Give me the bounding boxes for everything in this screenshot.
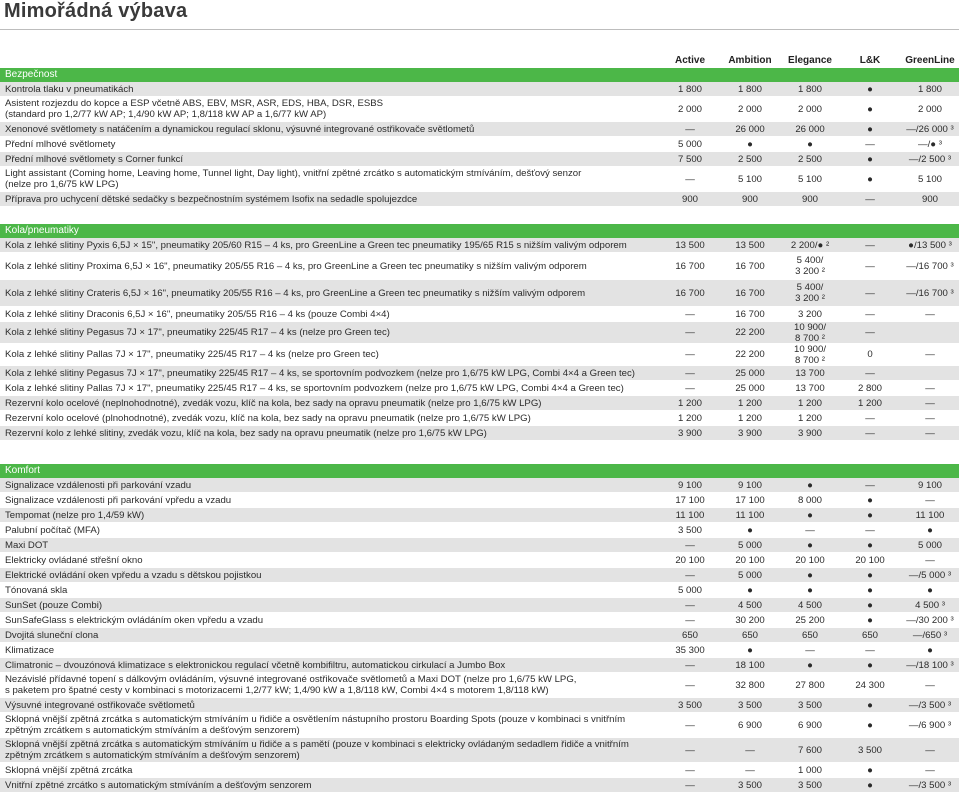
price-cell: 5 400/ 3 200 ² [795, 282, 825, 304]
price-cell: 2 000 [677, 103, 702, 115]
price-cell: —/3 500 ³ [908, 779, 952, 791]
price-cell: 5 400/ 3 200 ² [795, 255, 825, 277]
table-row [0, 307, 959, 322]
row-label: Kola z lehké slitiny Pyxis 6,5J × 15", pneumatiky 205/60 R15 – 4 ks, pro GreenLine a Green tec pneumatiky 195/65 R15 s nižším valivým odporem [5, 239, 627, 251]
price-cell: 3 900 [797, 427, 822, 439]
price-cell: 650 [681, 629, 698, 641]
price-cell: — [865, 193, 875, 205]
row-label: Přední mlhové světlomety [5, 138, 116, 150]
price-cell: 26 000 [795, 123, 825, 135]
price-cell: ● [807, 569, 813, 581]
column-header-lk: L&K [859, 55, 881, 66]
price-cell: 900 [681, 193, 698, 205]
price-cell: —/18 100 ³ [906, 659, 954, 671]
price-cell: 9 100 [737, 479, 762, 491]
price-cell: 2 000 [917, 103, 942, 115]
row-label: SunSet (pouze Combi) [5, 599, 103, 611]
row-label: Kola z lehké slitiny Pegasus 7J × 17", pneumatiky 225/45 R17 – 4 ks (nelze pro Green tec) [5, 327, 390, 338]
price-cell: 17 100 [735, 494, 765, 506]
row-label: Palubní počítač (MFA) [5, 524, 100, 536]
price-cell: 3 500 [797, 779, 822, 791]
price-cell: — [865, 524, 875, 536]
row-label: Climatronic – dvouzónová klimatizace s elektronickou regulací včetně kombifiltru, automatickou cirkulací a Jumbo Box [5, 659, 506, 671]
price-cell: — [925, 397, 935, 409]
price-cell: — [805, 524, 815, 536]
price-cell: 7 500 [677, 153, 702, 165]
price-cell: 9 100 [677, 479, 702, 491]
price-cell: 3 500 [737, 699, 762, 711]
price-cell: ● [867, 719, 873, 731]
price-cell: 13 500 [735, 239, 765, 251]
price-cell: 1 200 [677, 412, 702, 424]
price-cell: — [925, 494, 935, 506]
price-cell: —/● ³ [918, 138, 942, 150]
price-cell: 16 700 [735, 308, 765, 320]
price-cell: 650 [801, 629, 818, 641]
price-cell: 22 200 [735, 349, 765, 360]
price-cell: — [685, 719, 695, 731]
price-cell: ● [807, 479, 813, 491]
price-cell: 11 100 [675, 509, 705, 521]
table-row [0, 322, 959, 344]
price-cell: 4 500 [737, 599, 762, 611]
price-cell: 4 500 ³ [915, 599, 945, 611]
table-row [0, 598, 959, 613]
row-label: Výsuvné integrované ostřikovače světlometů [5, 699, 195, 711]
price-cell: ● [867, 614, 873, 626]
price-cell: 11 100 [735, 509, 765, 521]
table-row [0, 426, 959, 441]
price-cell: 5 000 [737, 539, 762, 551]
price-cell: — [865, 239, 875, 251]
table-row [0, 673, 959, 698]
price-cell: 5 100 [737, 173, 762, 185]
price-cell: 20 100 [735, 554, 765, 566]
table-row [0, 253, 959, 280]
price-cell: 5 100 [797, 173, 822, 185]
price-cell: —/5 000 ³ [908, 569, 952, 581]
price-cell: 2 000 [737, 103, 762, 115]
price-cell: — [865, 308, 875, 320]
table-row [0, 238, 959, 253]
table-row [0, 508, 959, 523]
price-cell: — [685, 382, 695, 394]
price-cell: ● [867, 779, 873, 791]
price-cell: ● [747, 584, 753, 596]
price-cell: 900 [801, 193, 818, 205]
price-cell: 2 800 [857, 382, 882, 394]
price-cell: 3 900 [737, 427, 762, 439]
table-row [0, 523, 959, 538]
price-cell: — [685, 123, 695, 135]
price-cell: 20 100 [855, 554, 885, 566]
table-row [0, 493, 959, 508]
column-header-active: Active [674, 55, 705, 66]
table-row [0, 280, 959, 307]
row-label: Elektrické ovládání oken vpředu a vzadu s dětskou pojistkou [5, 569, 262, 581]
price-cell: ● [867, 539, 873, 551]
price-cell: — [925, 349, 935, 360]
price-cell: 20 100 [675, 554, 705, 566]
price-cell: — [685, 744, 695, 756]
price-cell: ● [867, 153, 873, 165]
price-cell: — [685, 569, 695, 581]
price-cell: — [685, 327, 695, 338]
row-label: Xenonové světlomety s natáčením a dynamickou regulací sklonu, výsuvné integrované ostřikovače světlometů [5, 123, 475, 135]
price-cell: 1 200 [737, 397, 762, 409]
price-cell: 16 700 [675, 287, 705, 299]
row-label: Elektricky ovládané střešní okno [5, 554, 143, 566]
row-label: Maxi DOT [5, 539, 49, 551]
table-row [0, 366, 959, 381]
price-cell: —/16 700 ³ [906, 287, 954, 299]
price-cell: —/16 700 ³ [906, 260, 954, 272]
price-cell: ● [867, 123, 873, 135]
price-cell: 5 000 [677, 584, 702, 596]
price-cell: — [925, 744, 935, 756]
price-cell: ● [867, 83, 873, 95]
table-row [0, 152, 959, 167]
price-cell: 22 200 [735, 327, 765, 338]
price-cell: — [865, 644, 875, 656]
table-row [0, 738, 959, 763]
price-cell: 1 200 [737, 412, 762, 424]
section-0 [0, 68, 959, 207]
table-row [0, 192, 959, 207]
price-cell: — [925, 308, 935, 320]
row-label: Tónovaná skla [5, 584, 68, 596]
row-label: Kola z lehké slitiny Proxima 6,5J × 16", pneumatiky 205/55 R16 – 4 ks, pro GreenLine a Green tec pneumatiky s nižším valivým odporem [5, 260, 587, 272]
price-cell: 35 300 [675, 644, 705, 656]
table-row [0, 698, 959, 713]
price-cell: ● [867, 599, 873, 611]
price-cell: 9 100 [917, 479, 942, 491]
price-cell: — [925, 412, 935, 424]
price-cell: 25 200 [795, 614, 825, 626]
price-cell: — [865, 479, 875, 491]
price-cell: 13 500 [675, 239, 705, 251]
price-cell: 32 800 [735, 679, 765, 691]
table-row [0, 137, 959, 152]
price-cell: 26 000 [735, 123, 765, 135]
price-cell: 16 700 [735, 287, 765, 299]
price-cell: 3 900 [677, 427, 702, 439]
price-cell: 16 700 [735, 260, 765, 272]
price-cell: — [685, 173, 695, 185]
price-cell: ● [747, 644, 753, 656]
price-cell: —/3 500 ³ [908, 699, 952, 711]
price-cell: — [865, 427, 875, 439]
table-row [0, 411, 959, 426]
price-cell: 650 [861, 629, 878, 641]
price-cell: 6 900 [797, 719, 822, 731]
column-header-elegance: Elegance [788, 55, 832, 66]
row-label: Přední mlhové světlomety s Corner funkcí [5, 153, 184, 165]
price-cell: — [685, 614, 695, 626]
row-label: Kola z lehké slitiny Draconis 6,5J × 16", pneumatiky 205/55 R16 – 4 ks (pouze Combi 4×4) [5, 308, 390, 320]
price-cell: — [925, 679, 935, 691]
price-cell: 3 500 [797, 699, 822, 711]
price-cell [900, 322, 959, 343]
table-row [0, 713, 959, 738]
row-label: Asistent rozjezdu do kopce a ESP včetně ABS, EBV, MSR, ASR, EDS, HBA, DSR, ESBS (standard pro 1,2/77 kW AP; 1,4/90 kW AP; 1,8/118 kW AP a 1,6/77 kW AP) [5, 98, 384, 120]
price-cell: — [745, 764, 755, 776]
price-cell: ● [747, 524, 753, 536]
price-cell: 3 500 [737, 779, 762, 791]
price-cell: 1 800 [917, 83, 942, 95]
title-divider [0, 29, 959, 30]
price-cell [900, 366, 959, 380]
price-cell: 5 000 [677, 138, 702, 150]
price-cell: 10 900/ 8 700 ² [793, 343, 826, 366]
price-cell: ● [867, 494, 873, 506]
price-cell: 1 200 [677, 397, 702, 409]
row-label: Kola z lehké slitiny Pallas 7J × 17", pneumatiky 225/45 R17 – 4 ks, se sportovním podvozkem (nelze pro 1,6/75 kW LPG, Combi 4×4 a Green tec) [5, 382, 624, 394]
table-row [0, 344, 959, 366]
table-row [0, 553, 959, 568]
row-label: Rezervní kolo ocelové (neplnohodnotné), zvedák vozu, klíč na kola, bez sady na opravu pneumatik (nelze pro 1,6/75 kW LPG) [5, 397, 542, 409]
price-cell: ● [747, 138, 753, 150]
price-cell: 11 100 [915, 509, 945, 521]
row-label: Příprava pro uchycení dětské sedačky s bezpečnostním systémem Isofix na sedadle spolujezdce [5, 193, 418, 205]
price-cell: 13 700 [795, 367, 825, 379]
price-cell: ● [807, 138, 813, 150]
row-label: SunSafeGlass s elektrickým ovládáním oken vpředu a vzadu [5, 614, 264, 626]
section-1 [0, 224, 959, 441]
price-cell: — [865, 327, 875, 338]
price-cell: —/6 900 ³ [908, 719, 952, 731]
price-cell: 25 000 [735, 382, 765, 394]
price-cell: ● [807, 509, 813, 521]
price-cell: 4 500 [797, 599, 822, 611]
price-cell: — [925, 382, 935, 394]
row-label: Kola z lehké slitiny Pallas 7J × 17", pneumatiky 225/45 R17 – 4 ks (nelze pro Green tec) [5, 349, 379, 360]
row-label: Kola z lehké slitiny Pegasus 7J × 17", pneumatiky 225/45 R17 – 4 ks, se sportovním podvozkem (nelze pro 1,6/75 kW LPG, Combi 4×4 a Green tec) [5, 367, 635, 379]
price-cell: 20 100 [795, 554, 825, 566]
price-cell: 2 000 [797, 103, 822, 115]
column-header-ambition: Ambition [728, 55, 772, 66]
price-cell: 900 [921, 193, 938, 205]
price-cell: — [925, 554, 935, 566]
price-cell: 1 000 [797, 764, 822, 776]
table-row [0, 396, 959, 411]
page-title: Mimořádná výbava [4, 0, 188, 22]
price-cell: ● [867, 699, 873, 711]
price-cell: ● [867, 103, 873, 115]
table-row [0, 583, 959, 598]
price-cell: 0 [867, 349, 873, 360]
price-cell: — [685, 308, 695, 320]
row-label: Dvojitá sluneční clona [5, 629, 99, 641]
row-label: Signalizace vzdálenosti při parkování vzadu [5, 479, 192, 491]
price-cell: ● [867, 173, 873, 185]
row-label: Klimatizace [5, 644, 55, 656]
price-cell: 1 200 [857, 397, 882, 409]
row-label: Kontrola tlaku v pneumatikách [5, 83, 134, 95]
price-cell: 18 100 [735, 659, 765, 671]
column-headers [0, 55, 959, 67]
row-label: Tempomat (nelze pro 1,4/59 kW) [5, 509, 145, 521]
row-label: Vnitřní zpětné zrcátko s automatickým stmíváním a dešťovým senzorem [5, 779, 312, 791]
table-row [0, 82, 959, 97]
price-cell: 16 700 [675, 260, 705, 272]
price-cell: ● [927, 644, 933, 656]
row-label: Sklopná vnější zpětná zrcátka [5, 764, 133, 776]
section-heading: Bezpečnost [0, 68, 959, 82]
row-label: Sklopná vnější zpětná zrcátka s automatickým stmíváním u řidiče a osvětlením nástupního prostoru Boarding Spots (pouze v kombinaci s vnitřním zpětným zrcátkem s automatickým stmíváním a dešťovým senzorem) [5, 714, 626, 736]
table-row [0, 97, 959, 122]
price-cell: — [925, 427, 935, 439]
price-cell: — [865, 367, 875, 379]
price-cell: ●/13 500 ³ [908, 239, 952, 251]
price-cell: ● [867, 584, 873, 596]
table-row [0, 658, 959, 673]
price-cell: 5 100 [917, 173, 942, 185]
price-cell: —/2 500 ³ [908, 153, 952, 165]
price-cell: — [685, 779, 695, 791]
table-row [0, 628, 959, 643]
price-cell: 650 [741, 629, 758, 641]
price-cell: 24 300 [855, 679, 885, 691]
price-cell: 10 900/ 8 700 ² [793, 321, 826, 344]
price-cell: 3 500 [677, 699, 702, 711]
price-cell: 7 600 [797, 744, 822, 756]
price-cell: — [865, 138, 875, 150]
price-cell: 13 700 [795, 382, 825, 394]
price-cell: — [865, 412, 875, 424]
price-cell: 2 200/● ² [790, 239, 830, 251]
table-row [0, 122, 959, 137]
price-cell: ● [807, 584, 813, 596]
price-cell: 1 800 [677, 83, 702, 95]
section-heading: Kola/pneumatiky [0, 224, 959, 238]
price-cell: 25 000 [735, 367, 765, 379]
price-cell: 2 500 [737, 153, 762, 165]
table-row [0, 538, 959, 553]
row-label: Nezávislé přídavné topení s dálkovým ovládáním, výsuvné integrované ostřikovače světlometů a Maxi DOT (nelze pro 1,6/75 kW LPG, s paketem pro špatné cesty v kombinaci s motorizacemi 1,2/77 kW; 1,4/90 kW a 1,8/118 kW, Combi 4×4 s motorem 1,8/118 kW) [5, 674, 577, 696]
row-label: Rezervní kolo ocelové (plnohodnotné), zvedák vozu, klíč na kola, bez sady na opravu pneumatik (nelze pro 1,6/75 kW LPG) [5, 412, 531, 424]
price-cell: ● [927, 584, 933, 596]
price-cell: — [865, 260, 875, 272]
price-cell: 1 200 [797, 412, 822, 424]
row-label: Rezervní kolo z lehké slitiny, zvedák vozu, klíč na kola, bez sady na opravu pneumatik (nelze pro 1,6/75 kW LPG) [5, 427, 487, 439]
row-label: Light assistant (Coming home, Leaving home, Tunnel light, Day light), vnitřní zpětné zrcátko s automatickým stmíváním, dešťový senzor (nelze pro 1,6/75 kW LPG) [5, 168, 582, 190]
price-cell: — [685, 764, 695, 776]
price-cell: — [685, 349, 695, 360]
row-label: Sklopná vnější zpětná zrcátka s automatickým stmíváním u řidiče a s pamětí (pouze v kombinaci s elektricky ovládaným sedadlem řidiče a vnitřním zpětným zrcátkem s automatickým stmíváním a dešťovým senzorem) [5, 739, 629, 761]
column-header-greenline: GreenLine [905, 55, 955, 66]
price-cell: ● [867, 509, 873, 521]
price-cell: 5 000 [917, 539, 942, 551]
table-row [0, 613, 959, 628]
price-cell: — [925, 764, 935, 776]
price-cell: 1 800 [737, 83, 762, 95]
table-row [0, 643, 959, 658]
price-cell: 6 900 [737, 719, 762, 731]
section-2 [0, 464, 959, 793]
price-cell: — [685, 679, 695, 691]
table-row [0, 763, 959, 778]
price-cell: — [805, 644, 815, 656]
price-cell: 5 000 [737, 569, 762, 581]
price-cell: 1 800 [797, 83, 822, 95]
price-cell: — [685, 367, 695, 379]
price-cell: —/26 000 ³ [906, 123, 954, 135]
price-cell: 3 200 [797, 308, 822, 320]
price-cell: — [865, 287, 875, 299]
table-row [0, 167, 959, 192]
price-cell: ● [807, 659, 813, 671]
price-cell: — [745, 744, 755, 756]
price-cell: 17 100 [675, 494, 705, 506]
price-cell: 1 200 [797, 397, 822, 409]
row-label: Signalizace vzdálenosti při parkování vpředu a vzadu [5, 494, 232, 506]
price-cell: 30 200 [735, 614, 765, 626]
price-cell: — [685, 659, 695, 671]
table-row [0, 381, 959, 396]
price-cell: — [685, 599, 695, 611]
table-row [0, 478, 959, 493]
table-row [0, 778, 959, 793]
price-cell: ● [807, 539, 813, 551]
price-cell: 2 500 [797, 153, 822, 165]
price-cell: —/650 ³ [912, 629, 948, 641]
price-cell: 27 800 [795, 679, 825, 691]
table-row [0, 568, 959, 583]
price-cell: ● [867, 659, 873, 671]
price-cell: ● [927, 524, 933, 536]
price-cell: 8 000 [797, 494, 822, 506]
price-cell: ● [867, 569, 873, 581]
section-heading: Komfort [0, 464, 959, 478]
price-cell: 3 500 [677, 524, 702, 536]
price-cell: 900 [741, 193, 758, 205]
row-label: Kola z lehké slitiny Crateris 6,5J × 16", pneumatiky 205/55 R16 – 4 ks, pro GreenLine a Green tec pneumatiky s nižším valivým odporem [5, 287, 586, 299]
price-cell: —/30 200 ³ [906, 614, 954, 626]
price-cell: — [685, 539, 695, 551]
price-cell: ● [867, 764, 873, 776]
price-cell: 3 500 [857, 744, 882, 756]
